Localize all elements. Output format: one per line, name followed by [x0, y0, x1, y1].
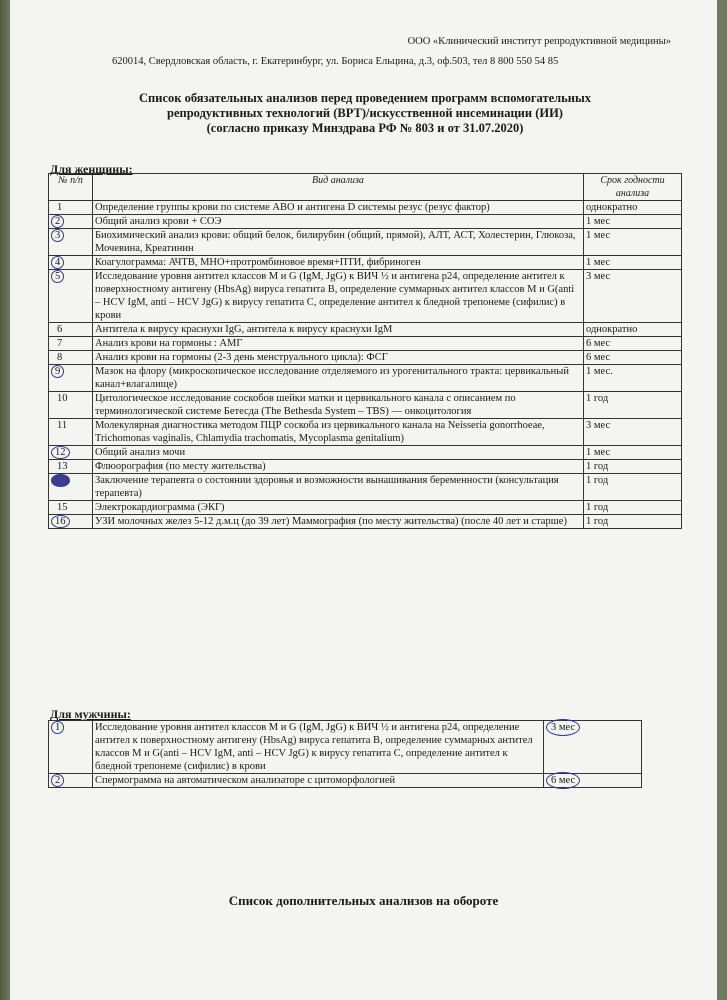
- validity-term-cell: [584, 446, 682, 460]
- validity-term: 1 год: [586, 461, 609, 472]
- row-number-cell: [49, 392, 93, 419]
- analysis-name: Анализ крови на гормоны : АМГ: [93, 337, 584, 351]
- footer-note: Список дополнительных анализов на обороте: [228, 893, 499, 908]
- validity-term: 6 мес: [546, 772, 580, 789]
- validity-term-cell: [584, 501, 682, 515]
- row-number-cell: [49, 515, 93, 529]
- validity-term-cell: [584, 201, 682, 215]
- women-analyses-table: [48, 173, 682, 529]
- row-number-cell: [49, 215, 93, 229]
- table-row: [49, 323, 682, 337]
- analysis-name: Определение группы крови по системе АВО и антигена D системы резус (резус фактор): [93, 201, 584, 215]
- organization-address: 620014, Свердловская область, г. Екатеринбург, ул. Бориса Ельцина, д.3, оф.503, тел 8 800 550 54 85: [112, 56, 559, 67]
- table-row: [49, 474, 682, 501]
- row-number: 2: [51, 774, 64, 787]
- row-number: 1: [51, 721, 64, 734]
- row-number-cell: [49, 419, 93, 446]
- table-row: [49, 460, 682, 474]
- validity-term-cell: [584, 256, 682, 270]
- validity-term: 1 мес: [586, 216, 611, 227]
- validity-term-cell: [584, 229, 682, 256]
- validity-term: 1 мес: [586, 230, 611, 241]
- row-number: 3: [51, 229, 64, 242]
- column-header-analysis: Вид анализа: [93, 174, 584, 201]
- validity-term-cell: [584, 515, 682, 529]
- row-number: 5: [51, 270, 64, 283]
- row-number: 10: [57, 393, 68, 404]
- document-title: [70, 91, 660, 136]
- validity-term-cell: [584, 365, 682, 392]
- analysis-name: Коагулограмма: АЧТВ, МНО+протромбиновое время+ПТИ, фибриноген: [93, 256, 584, 270]
- row-number-cell: [49, 365, 93, 392]
- validity-term: 1 год: [586, 516, 609, 527]
- row-number: 8: [57, 352, 63, 363]
- row-number-cell: [49, 229, 93, 256]
- validity-term: 1 мес: [586, 447, 611, 458]
- validity-term-cell: [584, 392, 682, 419]
- table-row: [49, 365, 682, 392]
- analysis-name: Заключение терапевта о состоянии здоровья и возможности вынашивания беременности (консультация терапевта): [93, 474, 584, 501]
- row-number: 14: [51, 474, 70, 487]
- row-number: 2: [51, 215, 64, 228]
- row-number-cell: [49, 337, 93, 351]
- men-analyses-table: [48, 720, 642, 788]
- analysis-name: Исследование уровня антител классов M и G (IgM, JgG) к ВИЧ ½ и антигена p24, определение антител к поверхностному антигену (HbsAg) вируса гепатита В, определение суммарных антител классов M и G(anti – HCV IgM, anti – HCV JgG) к вирусу гепатита С, определение антител к бледной трепонеме (сифилис) в крови: [93, 721, 544, 774]
- validity-term: 3 мес: [546, 719, 580, 736]
- validity-term: 1 мес.: [586, 366, 613, 377]
- title-line-1: Список обязательных анализов перед проведением программ вспомогательных: [139, 91, 591, 105]
- table-row: [49, 229, 682, 256]
- analysis-name: УЗИ молочных желез 5-12 д.м.ц (до 39 лет) Маммография (по месту жительства) (после 40 лет и старше): [93, 515, 584, 529]
- validity-term: 3 мес: [586, 271, 611, 282]
- men-section-heading: Для мужчины:: [50, 707, 131, 721]
- row-number-cell: [49, 446, 93, 460]
- validity-term: 1 год: [586, 475, 609, 486]
- validity-term: 1 год: [586, 502, 609, 513]
- validity-term: 3 мес: [586, 420, 611, 431]
- analysis-name: Молекулярная диагностика методом ПЦР соскоба из цервикального канала на Neisseria gonorrhoeae, Trichomonas vaginalis, Chlamydia trachomatis, Mycoplasma genitalium): [93, 419, 584, 446]
- validity-term-cell: [584, 419, 682, 446]
- analysis-name: Анализ крови на гормоны (2-3 день менструального цикла): ФСГ: [93, 351, 584, 365]
- column-header-number: № п/п: [49, 174, 93, 201]
- table-row: [49, 774, 642, 788]
- row-number-cell: [49, 323, 93, 337]
- table-row: [49, 515, 682, 529]
- column-header-term: Срок годности анализа: [584, 174, 682, 201]
- validity-term-cell: [544, 774, 642, 788]
- row-number: 12: [51, 446, 70, 459]
- validity-term-cell: [584, 351, 682, 365]
- row-number-cell: [49, 351, 93, 365]
- validity-term-cell: [584, 323, 682, 337]
- row-number: 7: [57, 338, 63, 349]
- row-number: 13: [57, 461, 68, 472]
- table-row: [49, 201, 682, 215]
- analysis-name: Общий анализ крови + СОЭ: [93, 215, 584, 229]
- row-number-cell: [49, 474, 93, 501]
- validity-term: 1 мес: [586, 257, 611, 268]
- analysis-name: Электрокардиограмма (ЭКГ): [93, 501, 584, 515]
- table-row: [49, 337, 682, 351]
- women-section-heading: Для женщины:: [50, 162, 133, 176]
- row-number: 9: [51, 365, 64, 378]
- row-number: 6: [57, 324, 63, 335]
- validity-term-cell: [544, 721, 642, 774]
- validity-term: однократно: [586, 324, 638, 335]
- row-number: 1: [57, 202, 63, 213]
- analysis-name: Исследование уровня антител классов M и G (IgM, JgG) к ВИЧ ½ и антигена p24, определение антител к поверхностному антигену (HbsAg) вируса гепатита В, определение суммарных антител классов M и G(anti – HCV IgM, anti – HCV JgG) к вирусу гепатита С, определение антител к бледной трепонеме (сифилис) в крови: [93, 270, 584, 323]
- row-number-cell: [49, 201, 93, 215]
- analysis-name: Антитела к вирусу краснухи IgG, антитела к вирусу краснухи IgM: [93, 323, 584, 337]
- table-row: [49, 419, 682, 446]
- validity-term-cell: [584, 337, 682, 351]
- validity-term-cell: [584, 215, 682, 229]
- organization-name: ООО «Клинический институт репродуктивной медицины»: [407, 36, 671, 47]
- table-row: [49, 351, 682, 365]
- title-line-2: репродуктивных технологий (ВРТ)/искусственной инсеминации (ИИ): [167, 106, 563, 120]
- validity-term-cell: [584, 460, 682, 474]
- table-header-row: [49, 174, 682, 201]
- row-number: 15: [57, 502, 68, 513]
- row-number: 11: [57, 420, 68, 431]
- table-row: [49, 721, 642, 774]
- validity-term-cell: [584, 270, 682, 323]
- table-row: [49, 392, 682, 419]
- validity-term-cell: [584, 474, 682, 501]
- table-row: [49, 446, 682, 460]
- table-row: [49, 501, 682, 515]
- validity-term: 6 мес: [586, 352, 611, 363]
- table-row: [49, 215, 682, 229]
- validity-term: 1 год: [586, 393, 609, 404]
- validity-term: однократно: [586, 202, 638, 213]
- row-number-cell: [49, 501, 93, 515]
- analysis-name: Мазок на флору (микроскопическое исследование отделяемого из урогенитального тракта: цервикальный канал+влагалище): [93, 365, 584, 392]
- row-number-cell: [49, 460, 93, 474]
- validity-term: 6 мес: [586, 338, 611, 349]
- row-number: 4: [51, 256, 64, 269]
- table-row: [49, 256, 682, 270]
- analysis-name: Флюорография (по месту жительства): [93, 460, 584, 474]
- analysis-name: Спермограмма на автоматическом анализаторе с цитоморфологией: [93, 774, 544, 788]
- row-number-cell: [49, 721, 93, 774]
- analysis-name: Цитологическое исследование соскобов шейки матки и цервикального канала с описанием по терминологической системе Бетесда (The Bethesda System – TBS) — онкоцитология: [93, 392, 584, 419]
- row-number-cell: [49, 256, 93, 270]
- row-number-cell: [49, 270, 93, 323]
- title-line-3: (согласно приказу Минздрава РФ № 803 и от 31.07.2020): [206, 121, 524, 135]
- analysis-name: Биохимический анализ крови: общий белок, билирубин (общий, прямой), АЛТ, АСТ, Холестерин, Глюкоза, Мочевина, Креатинин: [93, 229, 584, 256]
- analysis-name: Общий анализ мочи: [93, 446, 584, 460]
- table-row: [49, 270, 682, 323]
- row-number-cell: [49, 774, 93, 788]
- row-number: 16: [51, 515, 70, 528]
